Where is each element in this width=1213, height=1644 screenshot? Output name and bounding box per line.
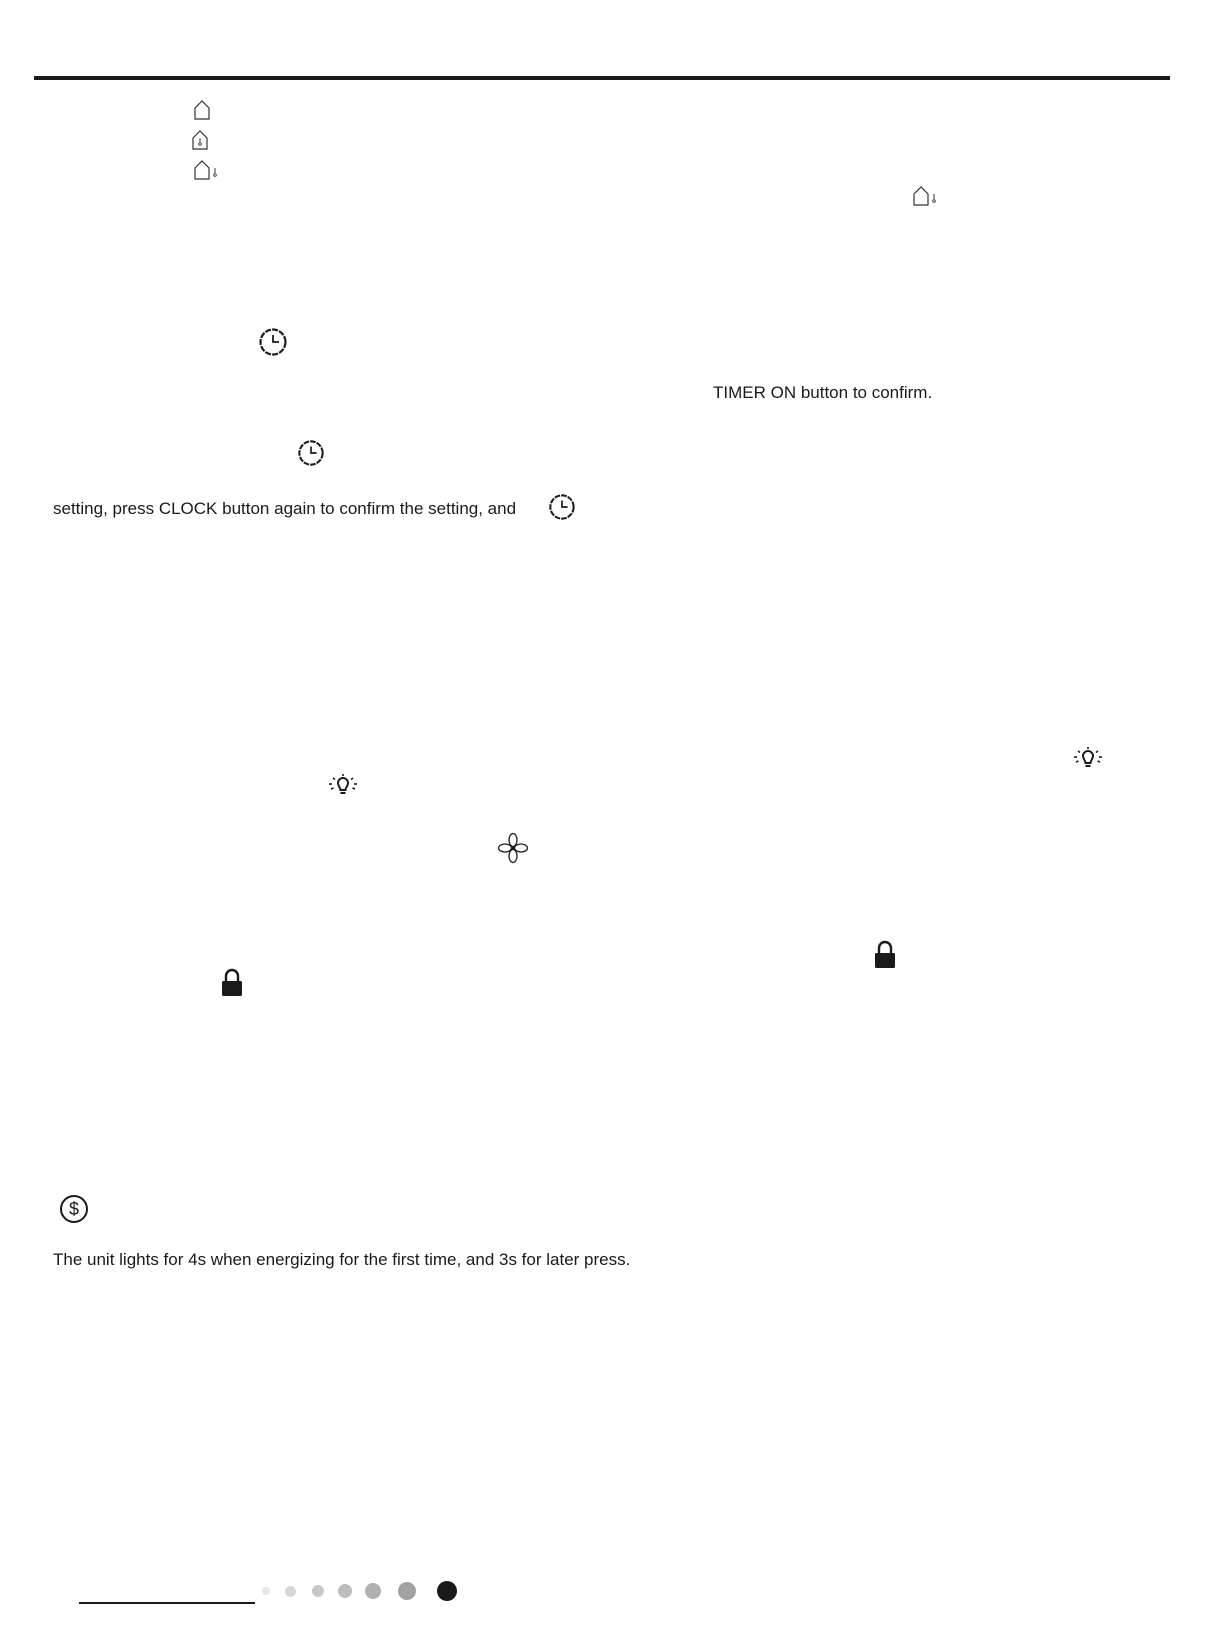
light-bulb-icon (326, 774, 360, 802)
clock-icon (548, 493, 576, 521)
footer-dot (398, 1582, 416, 1600)
lock-icon (220, 968, 244, 998)
header-rule (34, 76, 1170, 80)
footer-dots (258, 1578, 468, 1604)
house-outdoor-icon (912, 185, 938, 207)
house-outdoor-icon (193, 159, 219, 181)
footer-dot (365, 1583, 381, 1599)
svg-text:$: $ (68, 1199, 80, 1219)
footer-dot (312, 1585, 324, 1597)
footer-rule (79, 1602, 255, 1604)
footer-dot (285, 1586, 296, 1597)
unit-lights-text: The unit lights for 4s when energizing for the first time, and 3s for later press. (53, 1250, 631, 1269)
clock-setting-text: setting, press CLOCK button again to confirm the setting, and (53, 499, 517, 518)
footer-dot (437, 1581, 457, 1601)
light-bulb-icon (1071, 747, 1105, 775)
footer-dot (262, 1587, 270, 1595)
lock-icon (873, 940, 897, 970)
fan-icon (498, 832, 528, 864)
clock-icon (297, 439, 325, 467)
house-icon (193, 99, 211, 121)
clock-icon (258, 327, 288, 357)
footer-dot (338, 1584, 352, 1598)
house-inner-icon (191, 129, 209, 151)
timer-on-confirm-text: TIMER ON button to confirm. (713, 383, 933, 402)
dollar-icon (59, 1194, 89, 1224)
